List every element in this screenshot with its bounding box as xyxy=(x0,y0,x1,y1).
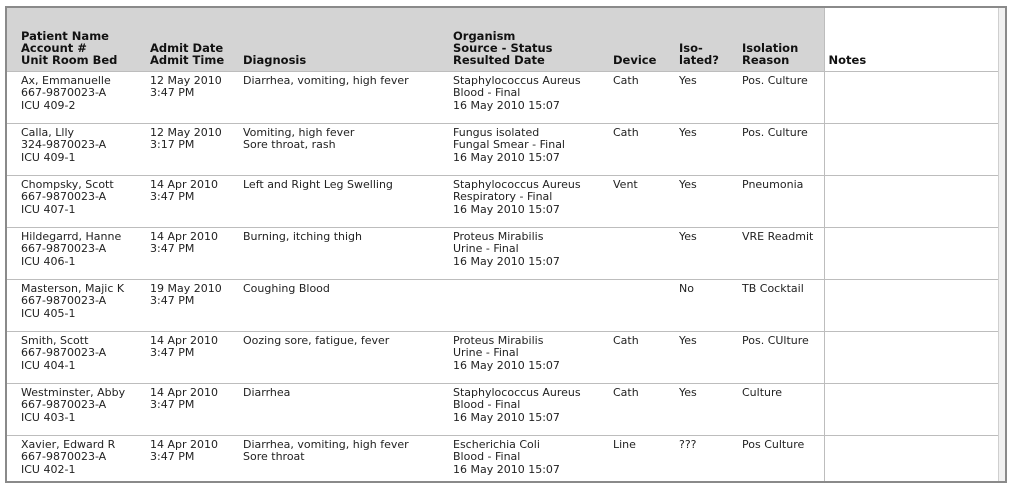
text-line: Urine - Final xyxy=(453,346,519,359)
cell-patient xyxy=(7,279,146,331)
text-line: Oozing sore, fatigue, fever xyxy=(243,333,390,347)
text-line: 16 May 2010 15:07 xyxy=(453,462,560,476)
text-line: Fungal Smear - Final xyxy=(453,138,565,151)
header-device[interactable] xyxy=(609,8,675,71)
header-isolation-reason[interactable] xyxy=(738,8,824,71)
header-notes[interactable] xyxy=(824,8,1005,71)
text-line: Blood - Final xyxy=(453,450,521,463)
cell-device: Cath xyxy=(609,331,675,383)
cell-diagnosis xyxy=(239,331,449,383)
text-line: Resulted Date xyxy=(453,52,545,67)
text-line: Patient Name xyxy=(21,28,109,43)
cell-isolated: ??? xyxy=(675,435,738,483)
cell-diagnosis xyxy=(239,383,449,435)
text-line: 14 Apr 2010 xyxy=(150,333,219,347)
text-line: Organism xyxy=(453,28,516,43)
text-line: 667-9870023-A xyxy=(21,190,107,203)
cell-organism xyxy=(449,383,609,435)
cell-patient xyxy=(7,383,146,435)
text-line: 3:47 PM xyxy=(150,398,195,411)
text-line: Blood - Final xyxy=(453,398,521,411)
cell-patient xyxy=(7,331,146,383)
text-line: Diarrhea, vomiting, high fever xyxy=(243,73,409,87)
cell-device: Cath xyxy=(609,383,675,435)
text-line: ICU 407-1 xyxy=(21,202,76,216)
text-line: Source - Status xyxy=(453,40,553,55)
cell-device: Vent xyxy=(609,175,675,227)
cell-isolation-reason: Pos. Culture xyxy=(738,71,824,123)
text-line: Escherichia Coli xyxy=(453,437,540,451)
cell-notes[interactable] xyxy=(824,279,1005,331)
cell-admit-date-time xyxy=(146,227,239,279)
cell-isolated: No xyxy=(675,279,738,331)
cell-isolated: Yes xyxy=(675,123,738,175)
cell-diagnosis xyxy=(239,435,449,483)
cell-organism xyxy=(449,123,609,175)
cell-isolation-reason: VRE Readmit xyxy=(738,227,824,279)
text-line: ICU 409-2 xyxy=(21,98,76,112)
cell-notes[interactable] xyxy=(824,331,1005,383)
text-line: Smith, Scott xyxy=(21,333,89,347)
cell-isolation-reason: Pos Culture xyxy=(738,435,824,483)
text-line: Proteus Mirabilis xyxy=(453,229,544,243)
cell-isolated: Yes xyxy=(675,227,738,279)
text-line: 16 May 2010 15:07 xyxy=(453,98,560,112)
text-line: 667-9870023-A xyxy=(21,398,107,411)
text-line: Calla, Llly xyxy=(21,125,75,139)
text-line: Westminster, Abby xyxy=(21,385,126,399)
text-line: 3:47 PM xyxy=(150,450,195,463)
text-line: Proteus Mirabilis xyxy=(453,333,544,347)
header-organism[interactable] xyxy=(449,8,609,71)
text-line: Diarrhea, vomiting, high fever xyxy=(243,437,409,451)
text-line: 14 Apr 2010 xyxy=(150,385,219,399)
text-line: Isolation xyxy=(742,40,799,55)
cell-admit-date-time xyxy=(146,175,239,227)
cell-admit-date-time xyxy=(146,383,239,435)
text-line: ICU 403-1 xyxy=(21,410,76,424)
cell-isolation-reason: Pos. Culture xyxy=(738,123,824,175)
text-line: 19 May 2010 xyxy=(150,281,222,295)
text-line: 14 Apr 2010 xyxy=(150,177,219,191)
text-line: Reason xyxy=(742,52,790,67)
cell-diagnosis xyxy=(239,227,449,279)
text-line: Chompsky, Scott xyxy=(21,177,114,191)
cell-device: Cath xyxy=(609,123,675,175)
text-line: Admit Date xyxy=(150,40,224,55)
text-line: Diarrhea xyxy=(243,385,291,399)
cell-notes[interactable] xyxy=(824,123,1005,175)
cell-patient xyxy=(7,71,146,123)
cell-organism xyxy=(449,227,609,279)
text-line: Device xyxy=(613,52,657,67)
cell-notes[interactable] xyxy=(824,71,1005,123)
cell-admit-date-time xyxy=(146,279,239,331)
cell-diagnosis xyxy=(239,71,449,123)
header-diagnosis[interactable] xyxy=(239,8,449,71)
text-line: Masterson, Majic K xyxy=(21,281,125,295)
cell-isolation-reason: Pneumonia xyxy=(738,175,824,227)
text-line: 3:47 PM xyxy=(150,86,195,99)
text-line: 3:47 PM xyxy=(150,346,195,359)
cell-device xyxy=(609,279,675,331)
cell-organism xyxy=(449,279,609,331)
text-line: Sore throat xyxy=(243,450,305,463)
cell-organism xyxy=(449,435,609,483)
text-line: 16 May 2010 15:07 xyxy=(453,150,560,164)
text-line: Diagnosis xyxy=(243,52,307,67)
cell-isolation-reason: Culture xyxy=(738,383,824,435)
cell-patient xyxy=(7,175,146,227)
cell-admit-date-time xyxy=(146,435,239,483)
cell-isolated: Yes xyxy=(675,383,738,435)
text-line: Respiratory - Final xyxy=(453,190,553,203)
cell-isolated: Yes xyxy=(675,331,738,383)
text-line: ICU 406-1 xyxy=(21,254,76,268)
cell-isolated: Yes xyxy=(675,175,738,227)
text-line: 667-9870023-A xyxy=(21,294,107,307)
header-row xyxy=(7,8,1005,71)
cell-device: Line xyxy=(609,435,675,483)
cell-diagnosis xyxy=(239,279,449,331)
header-isolated[interactable] xyxy=(675,8,738,71)
text-line: 12 May 2010 xyxy=(150,73,222,87)
text-line: 16 May 2010 15:07 xyxy=(453,358,560,372)
text-line: Fungus isolated xyxy=(453,125,540,139)
patient-isolation-grid xyxy=(5,6,1007,483)
text-line: 3:17 PM xyxy=(150,138,195,151)
header-patient[interactable] xyxy=(7,8,146,71)
text-line: Iso- xyxy=(679,40,703,55)
text-line: Sore throat, rash xyxy=(243,138,336,151)
cell-patient xyxy=(7,435,146,483)
text-line: 14 Apr 2010 xyxy=(150,229,219,243)
table-row[interactable] xyxy=(7,435,1005,483)
scrollbar-edge[interactable] xyxy=(998,8,1005,481)
text-line: 667-9870023-A xyxy=(21,450,107,463)
text-line: lated? xyxy=(679,52,719,67)
text-line: Staphylococcus Aureus xyxy=(453,73,581,87)
table-row[interactable] xyxy=(7,383,1005,435)
cell-admit-date-time xyxy=(146,123,239,175)
text-line: 667-9870023-A xyxy=(21,242,107,255)
text-line: 3:47 PM xyxy=(150,190,195,203)
text-line: ICU 405-1 xyxy=(21,306,76,320)
cell-organism xyxy=(449,331,609,383)
table-row[interactable] xyxy=(7,279,1005,331)
text-line: Ax, Emmanuelle xyxy=(21,73,111,87)
cell-device: Cath xyxy=(609,71,675,123)
text-line: 14 Apr 2010 xyxy=(150,437,219,451)
text-line: Staphylococcus Aureus xyxy=(453,385,581,399)
table-row[interactable] xyxy=(7,331,1005,383)
text-line: 16 May 2010 15:07 xyxy=(453,202,560,216)
text-line: Notes xyxy=(828,52,867,67)
cell-organism xyxy=(449,175,609,227)
text-line: ICU 402-1 xyxy=(21,462,76,476)
text-line: ICU 404-1 xyxy=(21,358,76,372)
cell-diagnosis xyxy=(239,123,449,175)
text-line: Hildegarrd, Hanne xyxy=(21,229,122,243)
text-line: Left and Right Leg Swelling xyxy=(243,177,393,191)
cell-notes[interactable] xyxy=(824,435,1005,483)
text-line: 3:47 PM xyxy=(150,294,195,307)
table-row[interactable] xyxy=(7,175,1005,227)
cell-isolated: Yes xyxy=(675,71,738,123)
cell-isolation-reason: Pos. CUlture xyxy=(738,331,824,383)
text-line: 3:47 PM xyxy=(150,242,195,255)
text-line: Unit Room Bed xyxy=(21,52,118,67)
cell-notes[interactable] xyxy=(824,383,1005,435)
cell-notes[interactable] xyxy=(824,227,1005,279)
text-line: Coughing Blood xyxy=(243,281,330,295)
cell-device xyxy=(609,227,675,279)
cell-patient xyxy=(7,123,146,175)
cell-diagnosis xyxy=(239,175,449,227)
cell-admit-date-time xyxy=(146,71,239,123)
table-row[interactable] xyxy=(7,123,1005,175)
text-line: 324-9870023-A xyxy=(21,138,107,151)
text-line: 12 May 2010 xyxy=(150,125,222,139)
cell-organism xyxy=(449,71,609,123)
text-line: Burning, itching thigh xyxy=(243,229,363,243)
text-line: Account # xyxy=(21,40,87,55)
text-line: Blood - Final xyxy=(453,86,521,99)
text-line: 667-9870023-A xyxy=(21,346,107,359)
cell-isolation-reason: TB Cocktail xyxy=(738,279,824,331)
cell-notes[interactable] xyxy=(824,175,1005,227)
text-line: Vomiting, high fever xyxy=(243,125,355,139)
text-line: Staphylococcus Aureus xyxy=(453,177,581,191)
text-line: Urine - Final xyxy=(453,242,519,255)
cell-patient xyxy=(7,227,146,279)
text-line: 16 May 2010 15:07 xyxy=(453,254,560,268)
patient-table xyxy=(7,8,1005,483)
text-line: 16 May 2010 15:07 xyxy=(453,410,560,424)
table-row[interactable] xyxy=(7,71,1005,123)
text-line: ICU 409-1 xyxy=(21,150,76,164)
text-line: Admit Time xyxy=(150,52,225,67)
table-row[interactable] xyxy=(7,227,1005,279)
header-admit[interactable] xyxy=(146,8,239,71)
cell-admit-date-time xyxy=(146,331,239,383)
text-line: Xavier, Edward R xyxy=(21,437,116,451)
text-line: 667-9870023-A xyxy=(21,86,107,99)
